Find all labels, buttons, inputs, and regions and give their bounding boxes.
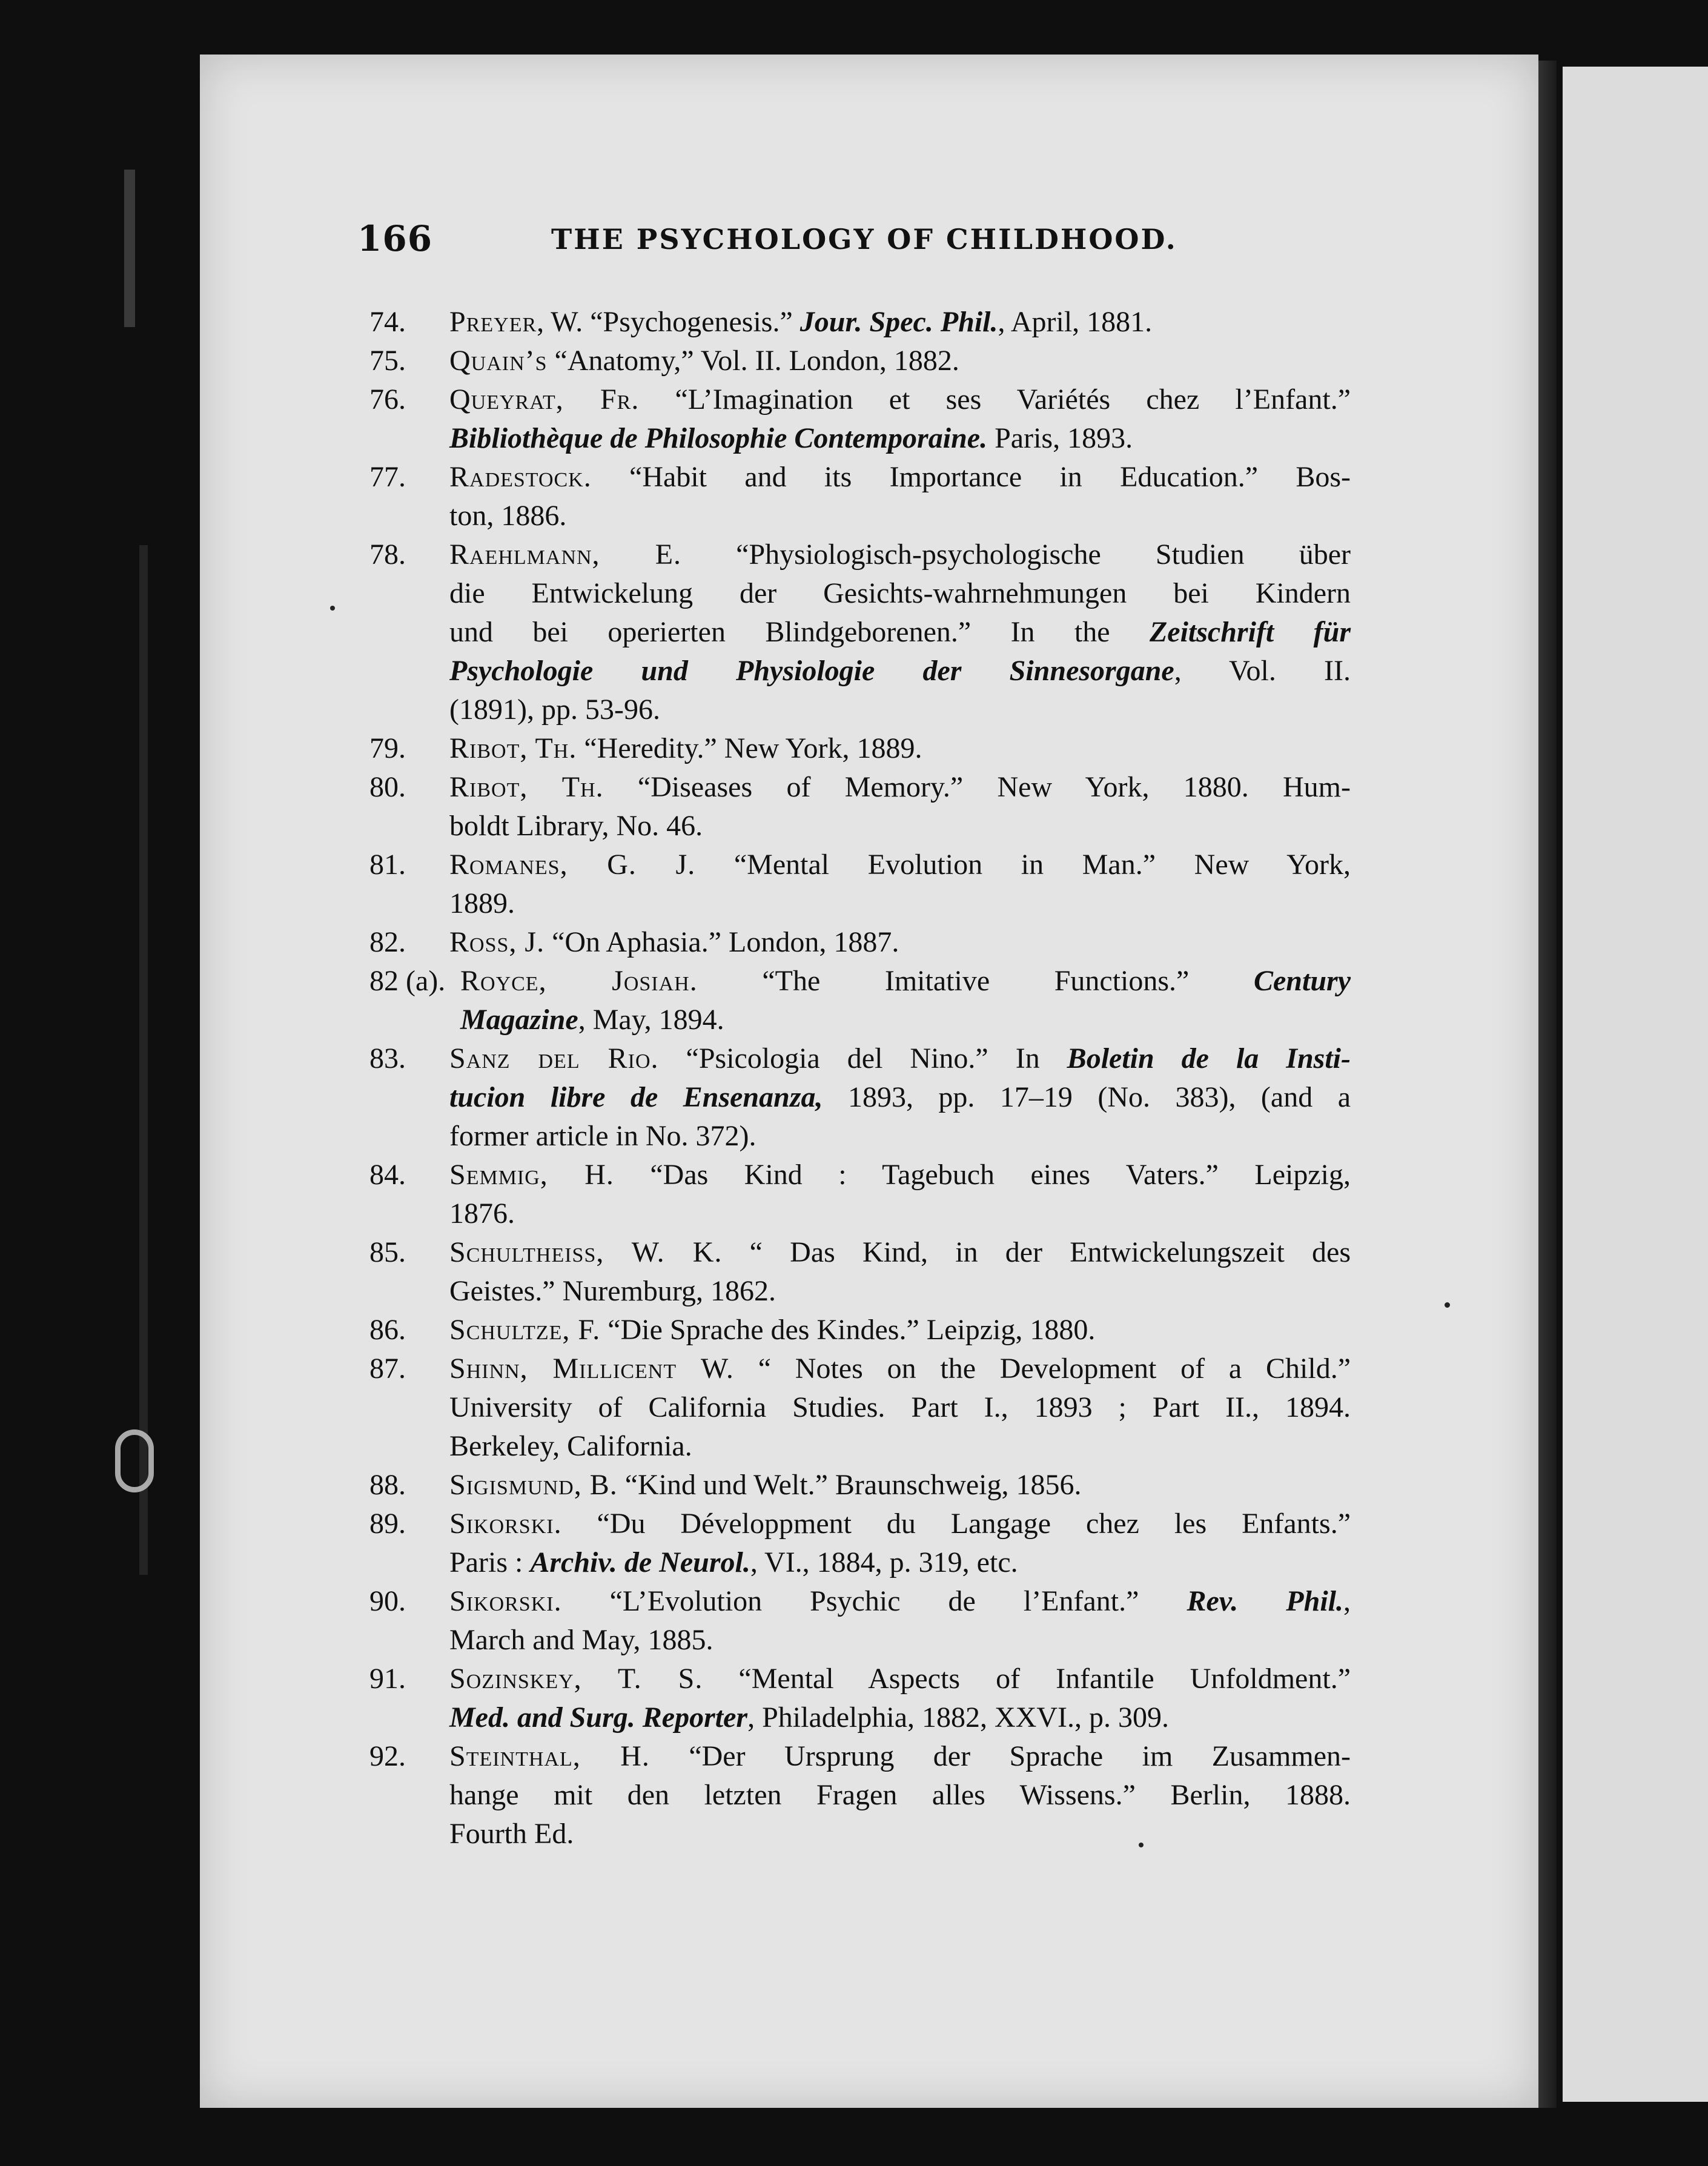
entry-text <box>449 1582 1351 1660</box>
binding-edge-mark <box>124 170 135 327</box>
entry-author: Schultheiss, W. K. <box>449 1236 723 1268</box>
entry-segment: “Habit and its Importance in Education.” Bos- <box>591 461 1351 493</box>
entry-segment: ton, 1886. <box>449 500 567 532</box>
bibliography-entry <box>369 1039 1351 1156</box>
entry-text <box>449 535 1351 729</box>
entry-publication: Boletin de la Insti- <box>1067 1042 1351 1075</box>
entry-text <box>449 729 1351 768</box>
entry-publication: Jour. Spec. Phil. <box>799 306 998 338</box>
speck <box>1445 1302 1450 1308</box>
entry-author: Sikorski. <box>449 1585 562 1617</box>
entry-segment: , <box>1343 1585 1351 1617</box>
entry-number: 79. <box>369 732 406 764</box>
entry-publication: Zeitschrift für <box>1149 616 1351 648</box>
entry-number: 75. <box>369 345 406 377</box>
entry-segment: “Diseases of Memory.” New York, 1880. Hum- <box>603 771 1351 803</box>
entry-line <box>449 535 1351 574</box>
entry-author: Ribot, Th. <box>449 771 604 803</box>
entry-number: 88. <box>369 1469 406 1501</box>
bibliography-entry <box>369 846 1351 923</box>
entry-number: 78. <box>369 538 406 571</box>
entry-line <box>449 1582 1351 1621</box>
entry-line <box>449 380 1351 419</box>
entry-line <box>449 1156 1351 1194</box>
entry-text <box>449 923 1351 962</box>
entry-segment: , VI., 1884, p. 319, etc. <box>750 1546 1018 1578</box>
entry-segment: , April, 1881. <box>998 306 1153 338</box>
entry-line <box>449 497 1351 535</box>
entry-segment: former article in No. 372). <box>449 1120 756 1152</box>
entry-line <box>449 691 1351 729</box>
entry-number: 77. <box>369 461 406 493</box>
entry-text <box>449 768 1351 846</box>
entry-text <box>449 1311 1351 1350</box>
entry-number: 82. <box>369 926 406 958</box>
entry-author: Sigismund, B. <box>449 1469 618 1501</box>
entry-line <box>449 1543 1351 1582</box>
bibliography-entry <box>369 1505 1351 1582</box>
entry-segment: “L’Evolution Psychic de l’Enfant.” <box>561 1585 1187 1617</box>
adjacent-page <box>1563 67 1708 2102</box>
entry-segment: Paris, 1893. <box>987 422 1133 454</box>
entry-segment: 1876. <box>449 1197 515 1230</box>
entry-text <box>449 1233 1351 1311</box>
entry-segment: “ Notes on the Development of a Child.” <box>733 1353 1351 1385</box>
entry-line <box>449 1660 1351 1698</box>
entry-author: Preyer <box>449 306 537 338</box>
entry-number: 84. <box>369 1159 406 1191</box>
entry-segment: , Philadelphia, 1882, XXVI., p. 309. <box>747 1701 1170 1734</box>
entry-author: Quain’s <box>449 345 548 377</box>
entry-number: 89. <box>369 1508 406 1540</box>
page-header <box>357 218 1351 273</box>
entry-author: Ross, J. <box>449 926 545 958</box>
entry-segment: , W. “Psychogenesis.” <box>537 306 800 338</box>
entry-line <box>449 1427 1351 1466</box>
entry-line <box>449 1737 1351 1776</box>
entry-segment: “Physiologisch-psychologische Studien über <box>681 538 1351 571</box>
entry-number: 82 (a). <box>369 965 446 997</box>
entry-line <box>449 807 1351 846</box>
entry-text <box>449 342 1351 380</box>
entry-segment: “Das Kind : Tagebuch eines Vaters.” Leipzig, <box>614 1159 1351 1191</box>
entry-segment: Geistes.” Nuremburg, 1862. <box>449 1275 776 1307</box>
entry-segment: “Der Ursprung der Sprache im Zusammen- <box>649 1740 1351 1772</box>
entry-segment: , May, 1894. <box>578 1004 724 1036</box>
entry-segment: “Kind und Welt.” Braunschweig, 1856. <box>617 1469 1082 1501</box>
entry-publication: Rev. Phil. <box>1187 1585 1343 1617</box>
entry-line <box>449 652 1351 691</box>
entry-text <box>449 1466 1351 1505</box>
entry-text <box>449 846 1351 923</box>
bibliography-entry <box>369 1737 1351 1853</box>
entry-line <box>449 1194 1351 1233</box>
entry-author: Royce, Josiah. <box>460 965 698 997</box>
entry-publication: tucion libre de Ensenanza, <box>449 1081 823 1113</box>
speck <box>330 606 335 611</box>
entry-segment: “Mental Evolution in Man.” New York, <box>695 849 1351 881</box>
entry-publication: Bibliothèque de Philosophie Contemporaine. <box>449 422 988 454</box>
entry-author: Sozinskey, T. S. <box>449 1663 703 1695</box>
bibliography-entry <box>369 1350 1351 1466</box>
bibliography-entry <box>369 962 1351 1039</box>
entry-segment: “ Das Kind, in der Entwickelungszeit des <box>722 1236 1351 1268</box>
entry-number: 85. <box>369 1236 406 1268</box>
entry-line <box>460 962 1351 1001</box>
entry-number: 87. <box>369 1353 406 1385</box>
entry-line <box>449 419 1351 458</box>
entry-number: 83. <box>369 1042 406 1075</box>
bibliography-entry <box>369 458 1351 535</box>
entry-line <box>449 729 1351 768</box>
entry-line <box>449 923 1351 962</box>
entry-segment: boldt Library, No. 46. <box>449 810 703 842</box>
binding-ring <box>115 1429 154 1492</box>
entry-segment: und bei operierten Blindgeborenen.” In the <box>449 616 1150 648</box>
entry-text <box>449 1039 1351 1156</box>
entry-number: 74. <box>369 306 406 338</box>
entry-publication: Century <box>1253 965 1351 997</box>
entry-line <box>449 1388 1351 1427</box>
entry-segment: “Psicologia del Nino.” In <box>658 1042 1067 1075</box>
bibliography-entry <box>369 535 1351 729</box>
entry-line <box>449 1815 1351 1853</box>
bibliography-entry <box>369 1466 1351 1505</box>
bibliography-entry <box>369 380 1351 458</box>
bibliography-entry <box>369 729 1351 768</box>
entry-number: 80. <box>369 771 406 803</box>
entry-line <box>449 1776 1351 1815</box>
entry-line <box>449 1078 1351 1117</box>
entry-author: Ribot, Th. <box>449 732 577 764</box>
entry-segment: hange mit den letzten Fragen alles Wissens.” Berlin, 1888. <box>449 1779 1351 1811</box>
entry-segment: March and May, 1885. <box>449 1624 713 1656</box>
entry-segment: , Vol. II. <box>1174 655 1351 687</box>
page-number: 166 <box>357 218 433 259</box>
entry-line <box>449 768 1351 807</box>
entry-publication: Psychologie und Physiologie der Sinnesorgane <box>449 655 1174 687</box>
entry-segment: 1889. <box>449 887 515 919</box>
entry-text <box>460 962 1351 1039</box>
entry-segment: Berkeley, California. <box>449 1430 692 1462</box>
entry-publication: Archiv. de Neurol. <box>530 1546 750 1578</box>
bibliography-entry <box>369 303 1351 342</box>
bibliography-entry <box>369 1233 1351 1311</box>
entry-number: 86. <box>369 1314 406 1346</box>
binding-edge-mark <box>139 545 148 1575</box>
entry-segment: “Du Développment du Langage chez les Enfants.” <box>561 1508 1351 1540</box>
entry-text <box>449 1660 1351 1737</box>
entry-segment: Paris : <box>449 1546 531 1578</box>
entry-number: 90. <box>369 1585 406 1617</box>
entry-line <box>449 1272 1351 1311</box>
entry-segment: “Heredity.” New York, 1889. <box>577 732 922 764</box>
entry-line <box>449 574 1351 613</box>
entry-text <box>449 380 1351 458</box>
bibliography-entry <box>369 1156 1351 1233</box>
entry-line <box>449 1233 1351 1272</box>
entry-line <box>449 458 1351 497</box>
entry-line <box>460 1001 1351 1039</box>
entry-segment: “The Imitative Functions.” <box>697 965 1254 997</box>
entry-author: Shinn, Millicent W. <box>449 1353 734 1385</box>
entry-segment: “Mental Aspects of Infantile Unfoldment.” <box>703 1663 1351 1695</box>
entry-publication: Magazine <box>460 1004 578 1036</box>
bibliography-entry <box>369 342 1351 380</box>
bibliography-entry <box>369 1582 1351 1660</box>
bibliography-entry <box>369 1311 1351 1350</box>
entry-line <box>449 1350 1351 1388</box>
entry-segment: (1891), pp. 53-96. <box>449 694 660 726</box>
entry-author: Romanes, G. J. <box>449 849 696 881</box>
entry-line <box>449 1621 1351 1660</box>
entry-author: Radestock. <box>449 461 592 493</box>
entry-segment: “Die Sprache des Kindes.” Leipzig, 1880. <box>600 1314 1096 1346</box>
entry-segment: “On Aphasia.” London, 1887. <box>545 926 899 958</box>
entry-line <box>449 1505 1351 1543</box>
entry-line <box>449 1311 1351 1350</box>
entry-line <box>449 1039 1351 1078</box>
entry-segment: die Entwickelung der Gesichts-wahrnehmungen bei Kindern <box>449 577 1351 609</box>
running-title: THE PSYCHOLOGY OF CHILDHOOD. <box>551 223 1177 256</box>
entry-number: 92. <box>369 1740 406 1772</box>
entry-author: Steinthal, H. <box>449 1740 650 1772</box>
entry-publication: Med. and Surg. Reporter <box>449 1701 748 1734</box>
entry-line <box>449 1698 1351 1737</box>
bibliography-entry <box>369 768 1351 846</box>
bibliography-entry <box>369 923 1351 962</box>
entry-line <box>449 303 1351 342</box>
entry-number: 81. <box>369 849 406 881</box>
entry-segment: “Anatomy,” Vol. II. London, 1882. <box>547 345 959 377</box>
entry-segment: University of California Studies. Part I., 1893 ; Part II., 1894. <box>449 1391 1351 1423</box>
entry-text <box>449 1350 1351 1466</box>
entry-text <box>449 1505 1351 1582</box>
entry-text <box>449 1156 1351 1233</box>
entry-author: Queyrat, Fr. <box>449 383 640 416</box>
entry-line <box>449 613 1351 652</box>
entry-segment: “L’Imagination et ses Variétés chez l’Enfant.” <box>639 383 1351 416</box>
entry-number: 76. <box>369 383 406 416</box>
entry-line <box>449 1466 1351 1505</box>
entry-author: Schultze, F. <box>449 1314 601 1346</box>
entry-segment: Fourth Ed. <box>449 1818 574 1850</box>
bibliography-list <box>369 303 1351 1853</box>
entry-author: Sanz del Rio. <box>449 1042 659 1075</box>
entry-line <box>449 846 1351 884</box>
entry-author: Semmig, H. <box>449 1159 614 1191</box>
bibliography-entry <box>369 1660 1351 1737</box>
entry-segment: 1893, pp. 17–19 (No. 383), (and a <box>823 1081 1351 1113</box>
entry-text <box>449 1737 1351 1853</box>
entry-line <box>449 1117 1351 1156</box>
entry-author: Raehlmann, E. <box>449 538 682 571</box>
entry-author: Sikorski. <box>449 1508 562 1540</box>
entry-line <box>449 342 1351 380</box>
entry-line <box>449 884 1351 923</box>
entry-text <box>449 303 1351 342</box>
entry-number: 91. <box>369 1663 406 1695</box>
entry-text <box>449 458 1351 535</box>
